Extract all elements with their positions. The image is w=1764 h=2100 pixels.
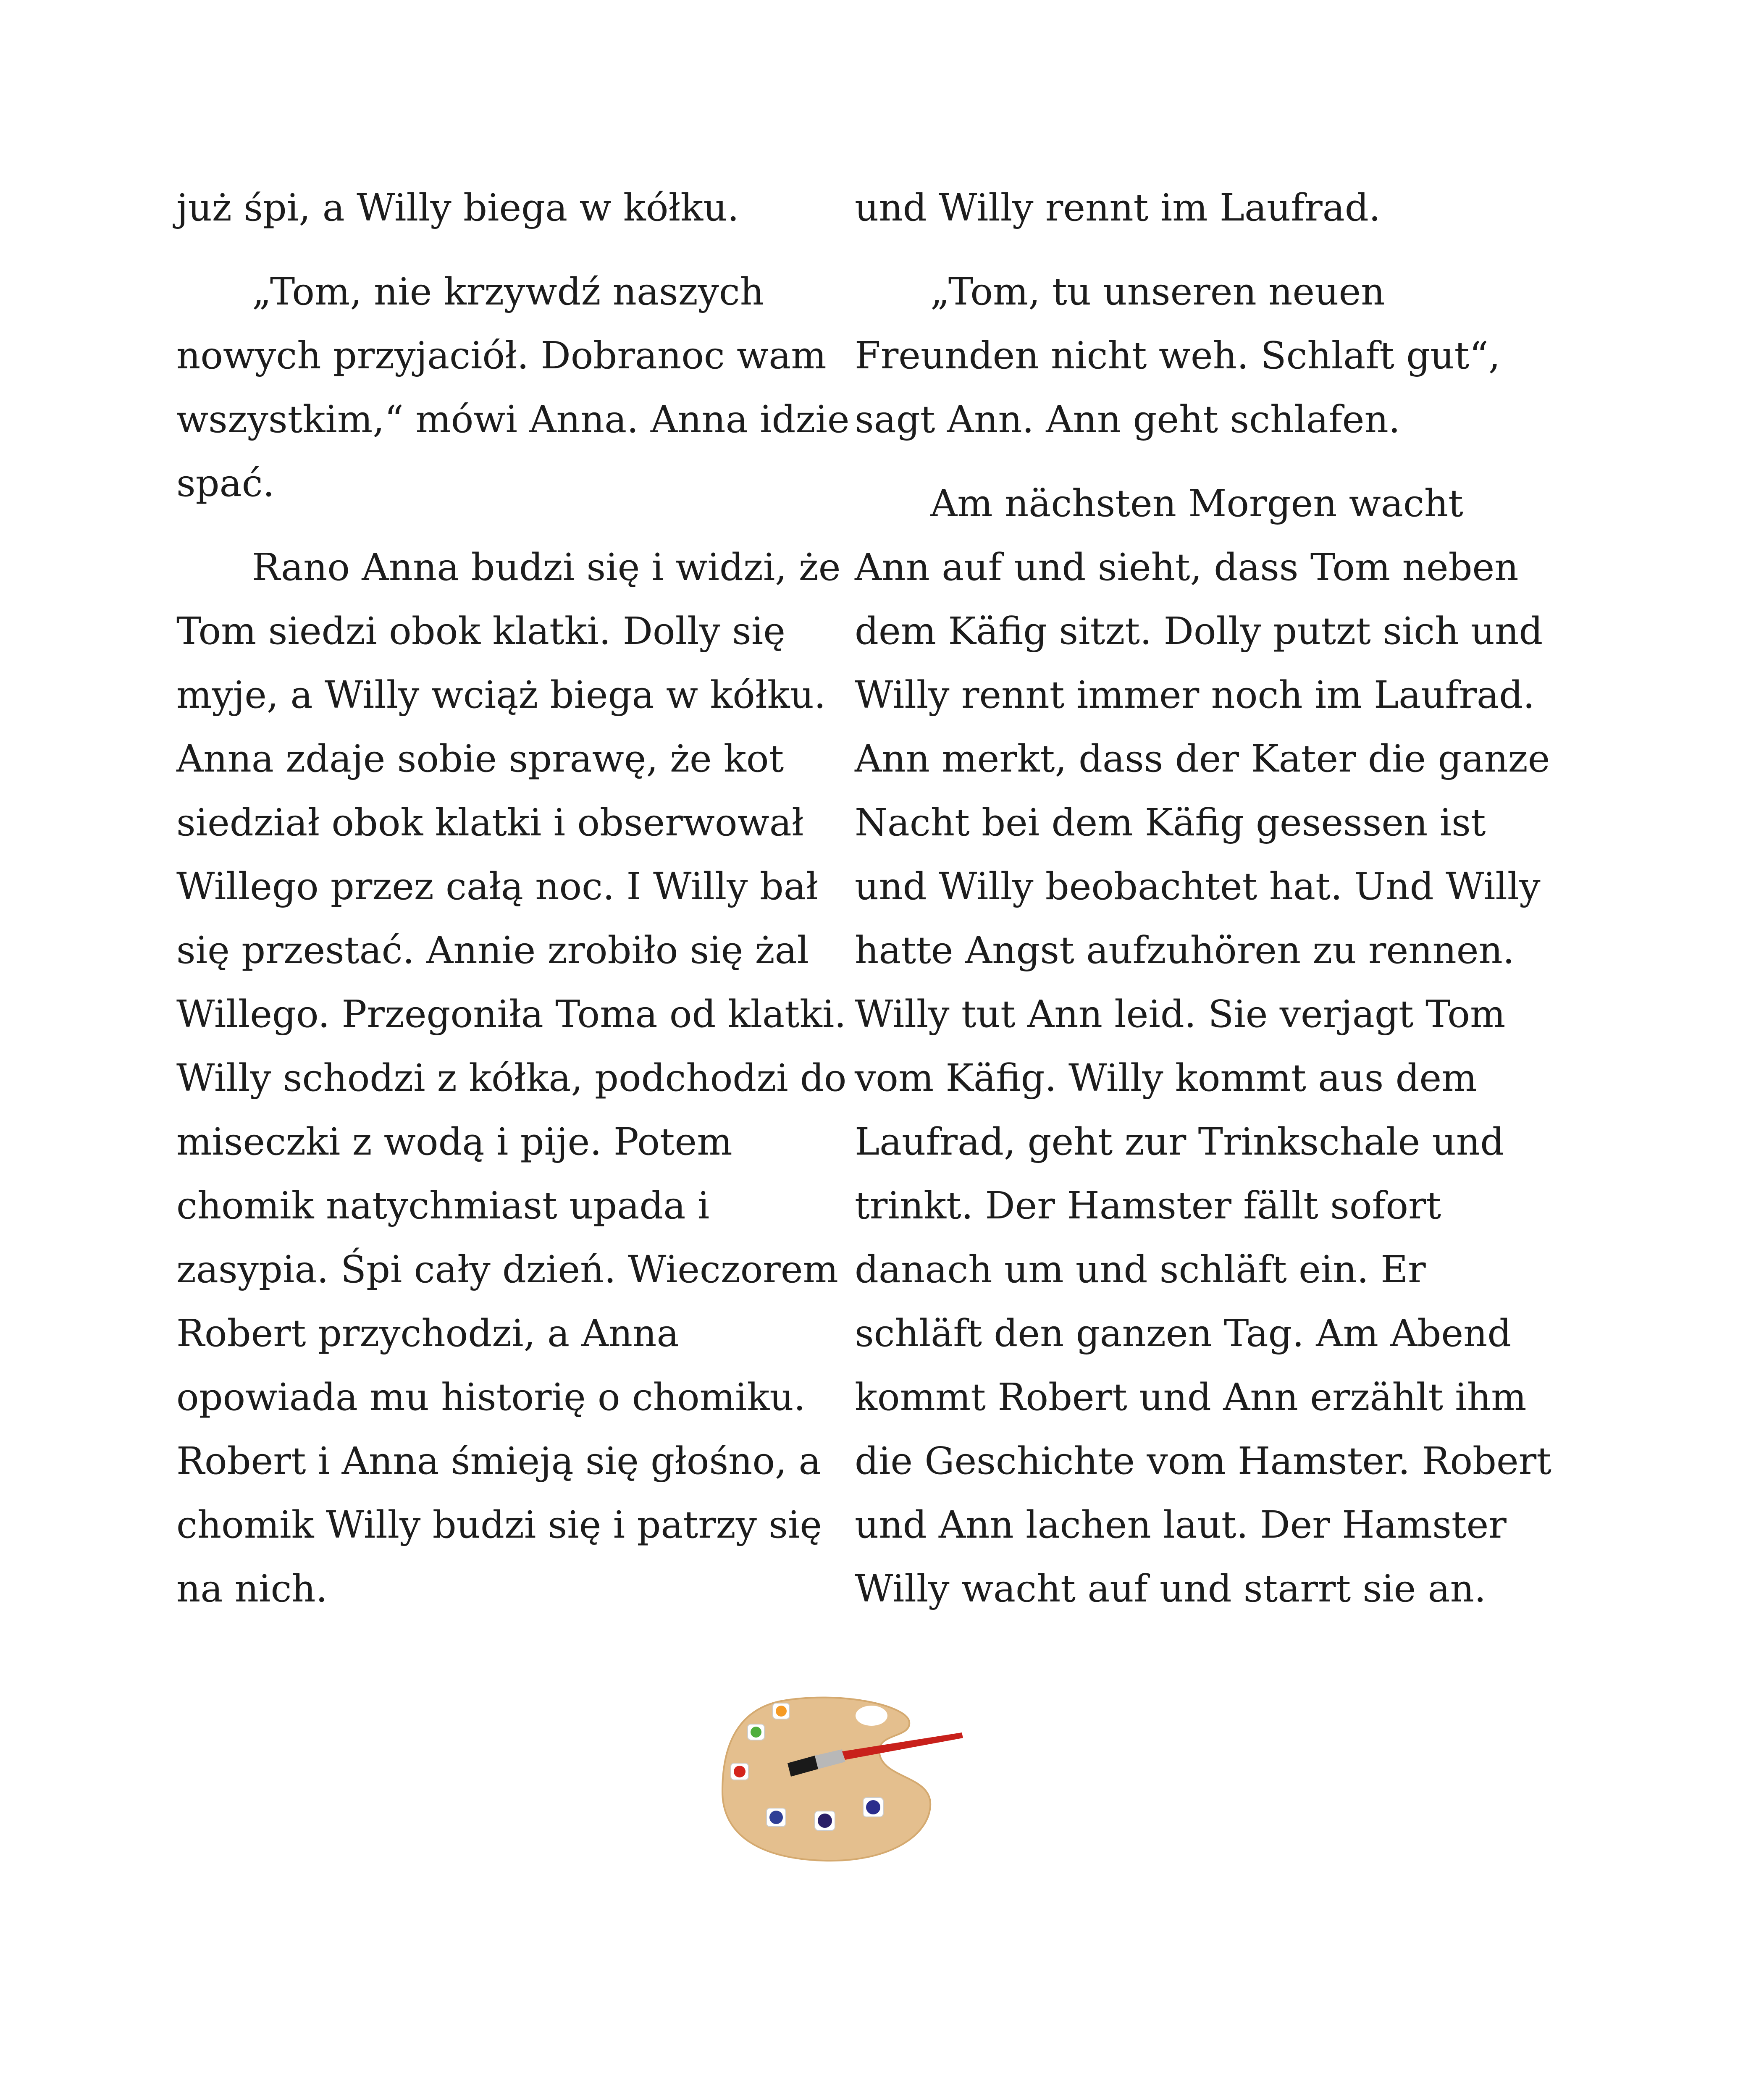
text-line: Ann auf und sieht, dass Tom neben [855, 545, 1519, 589]
paragraph [176, 260, 850, 515]
text-line: Tom siedzi obok klatki. Dolly się [176, 609, 785, 653]
text-line: myje, a Willy wciąż biega w kółku. [176, 673, 826, 717]
text-line: Willy wacht auf und starrt sie an. [855, 1567, 1486, 1610]
text-line: się przestać. Annie zrobiło się żal [176, 928, 809, 972]
text-line: und Ann lachen laut. Der Hamster [855, 1503, 1507, 1546]
text-line: schläft den ganzen Tag. Am Abend [855, 1311, 1512, 1355]
text-line: opowiada mu historię o chomiku. [176, 1375, 806, 1419]
text-line: „Tom, tu unseren neuen [930, 270, 1385, 313]
paragraph [176, 176, 823, 239]
text-line: Laufrad, geht zur Trinkschale und [855, 1120, 1504, 1163]
text-line: Freunden nicht weh. Schlaft gut“, [855, 333, 1501, 377]
text-line: wszystkim,“ mówi Anna. Anna idzie [176, 397, 850, 441]
paint-palette-icon [714, 1693, 974, 1869]
text-line: die Geschichte vom Hamster. Robert [855, 1439, 1551, 1483]
paragraph [855, 471, 1551, 1620]
text-line: spać. [176, 461, 275, 505]
paragraph [855, 176, 1518, 239]
text-line: na nich. [176, 1567, 328, 1610]
paragraph [176, 535, 847, 1620]
text-line: chomik Willy budzi się i patrzy się [176, 1503, 822, 1546]
text-line: Willego przez całą noc. I Willy bał [176, 864, 818, 908]
text-line: Am nächsten Morgen wacht [930, 481, 1463, 525]
text-line: vom Käfig. Willy kommt aus dem [855, 1056, 1477, 1100]
text-line: chomik natychmiast upada i [176, 1184, 710, 1227]
text-line: Willy schodzi z kółka, podchodzi do [176, 1056, 847, 1100]
text-line: miseczki z wodą i pije. Potem [176, 1120, 732, 1163]
text-line: nowych przyjaciół. Dobranoc wam [176, 333, 827, 377]
text-line: danach um und schläft ein. Er [855, 1247, 1426, 1291]
text-line: Willy rennt immer noch im Laufrad. [855, 673, 1535, 717]
text-line: trinkt. Der Hamster fällt sofort [855, 1184, 1441, 1227]
text-line: und Willy beobachtet hat. Und Willy [855, 864, 1541, 908]
text-line: siedział obok klatki i obserwował [176, 801, 804, 844]
text-line: Willego. Przegoniła Toma od klatki. [176, 992, 846, 1036]
text-line: hatte Angst aufzuhören zu rennen. [855, 928, 1515, 972]
text-line: zasypia. Śpi cały dzień. Wieczorem [176, 1247, 838, 1291]
right-column-german [855, 176, 1551, 1641]
text-line: Robert przychodzi, a Anna [176, 1311, 679, 1355]
text-line: Ann merkt, dass der Kater die ganze [855, 737, 1550, 780]
text-line: Robert i Anna śmieją się głośno, a [176, 1439, 821, 1483]
text-line: dem Käfig sitzt. Dolly putzt sich und [855, 609, 1543, 653]
text-line: już śpi, a Willy biega w kółku. [176, 186, 739, 229]
text-line: „Tom, nie krzywdź naszych [252, 270, 764, 313]
text-line: Nacht bei dem Käfig gesessen ist [855, 801, 1486, 844]
text-line: und Willy rennt im Laufrad. [855, 186, 1381, 229]
text-line: kommt Robert und Ann erzählt ihm [855, 1375, 1527, 1419]
text-line: Anna zdaje sobie sprawę, że kot [176, 737, 784, 780]
left-column-polish [176, 176, 850, 1641]
text-line: Rano Anna budzi się i widzi, że [252, 545, 841, 589]
paragraph [855, 260, 1518, 451]
text-line: Willy tut Ann leid. Sie verjagt Tom [855, 992, 1506, 1036]
text-line: sagt Ann. Ann geht schlafen. [855, 397, 1401, 441]
